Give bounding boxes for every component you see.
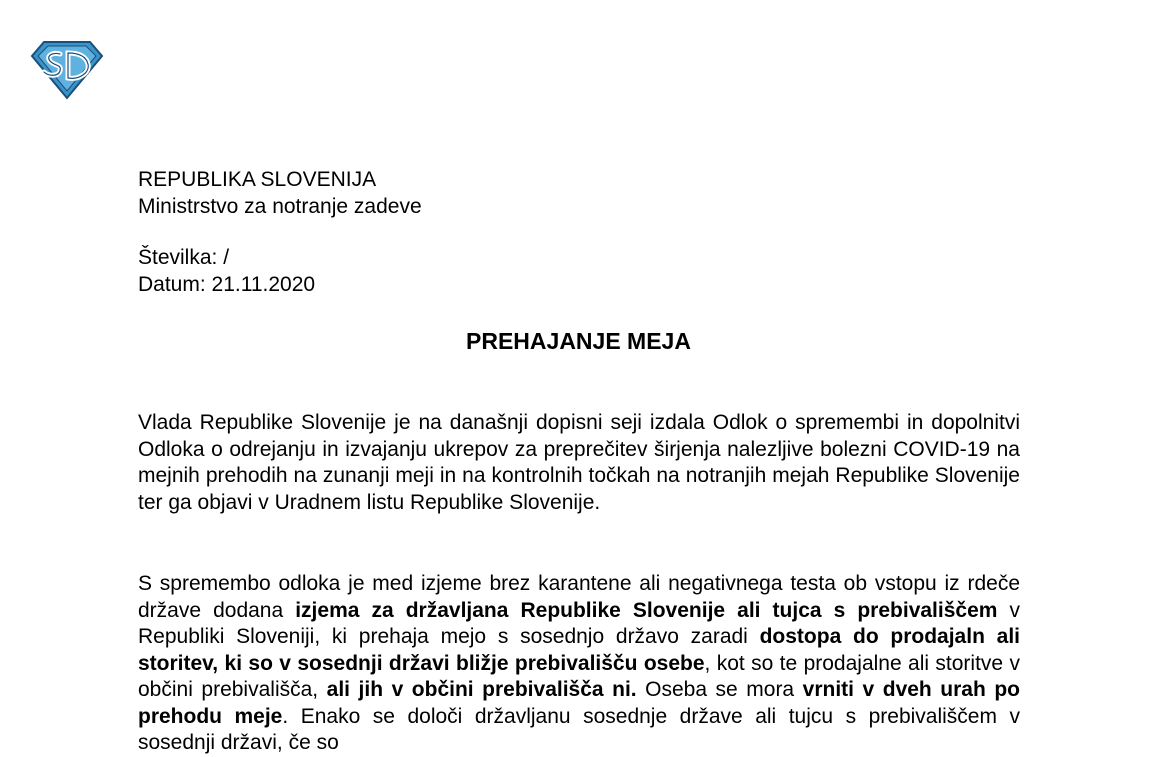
- paragraph-2-text: v Republiki Sloveniji, ki prehaja mejo s sosednjo državo zaradi: [138, 598, 1020, 648]
- paragraph-1: Vlada Republike Slovenije je na današnji dopisni seji izdala Odlok o spremembi in dopolnitvi Odloka o odrejanju in izvajanju ukrepov za preprečitev širjenja nalezljive bolezni COVID-19 na mejnih prehodih na zunanji meji in na kontrolnih točkah na notranjih mejah Republike Slovenije ter ga objavi v Uradnem listu Republike Slovenije.: [138, 411, 1020, 514]
- paragraph-2-text: Oseba se mora: [636, 678, 803, 701]
- paragraph-2-text: . Enako se določi državljanu sosednje države ali tujcu s prebivališčem v sosednji državi, če so: [138, 704, 1020, 754]
- page-title: PREHAJANJE MEJA: [466, 328, 691, 354]
- document-date: Datum: 21.11.2020: [138, 273, 316, 296]
- document-meta: [138, 244, 315, 298]
- paragraph-2-bold: vrniti v dveh urah po prehodu meje: [138, 678, 1020, 728]
- paragraph-2-bold: ali jih v občini prebivališča ni.: [326, 678, 637, 701]
- paragraph-2-bold: dostopa do prodajaln ali storitev, ki so v sosednji državi bližje prebivališču osebe: [138, 625, 1020, 675]
- ministry-name: Ministrstvo za notranje zadeve: [138, 195, 422, 218]
- letterhead: [138, 166, 422, 220]
- document-number: Številka: /: [138, 246, 230, 269]
- sd-diamond-logo-icon: [30, 40, 104, 100]
- country-name: REPUBLIKA SLOVENIJA: [138, 168, 377, 191]
- paragraph-2-text: S spremembo odloka je med izjeme brez karantene ali negativnega testa ob vstopu iz rdeče države dodana: [138, 572, 1020, 622]
- sd-logo: [30, 40, 104, 100]
- paragraph-2-bold: izjema za državljana Republike Slovenije ali tujca s prebivališčem: [295, 598, 998, 622]
- paragraph-2-text: , kot so te prodajalne ali storitve v občini prebivališča,: [138, 651, 1020, 701]
- paragraph-2: [138, 571, 1020, 757]
